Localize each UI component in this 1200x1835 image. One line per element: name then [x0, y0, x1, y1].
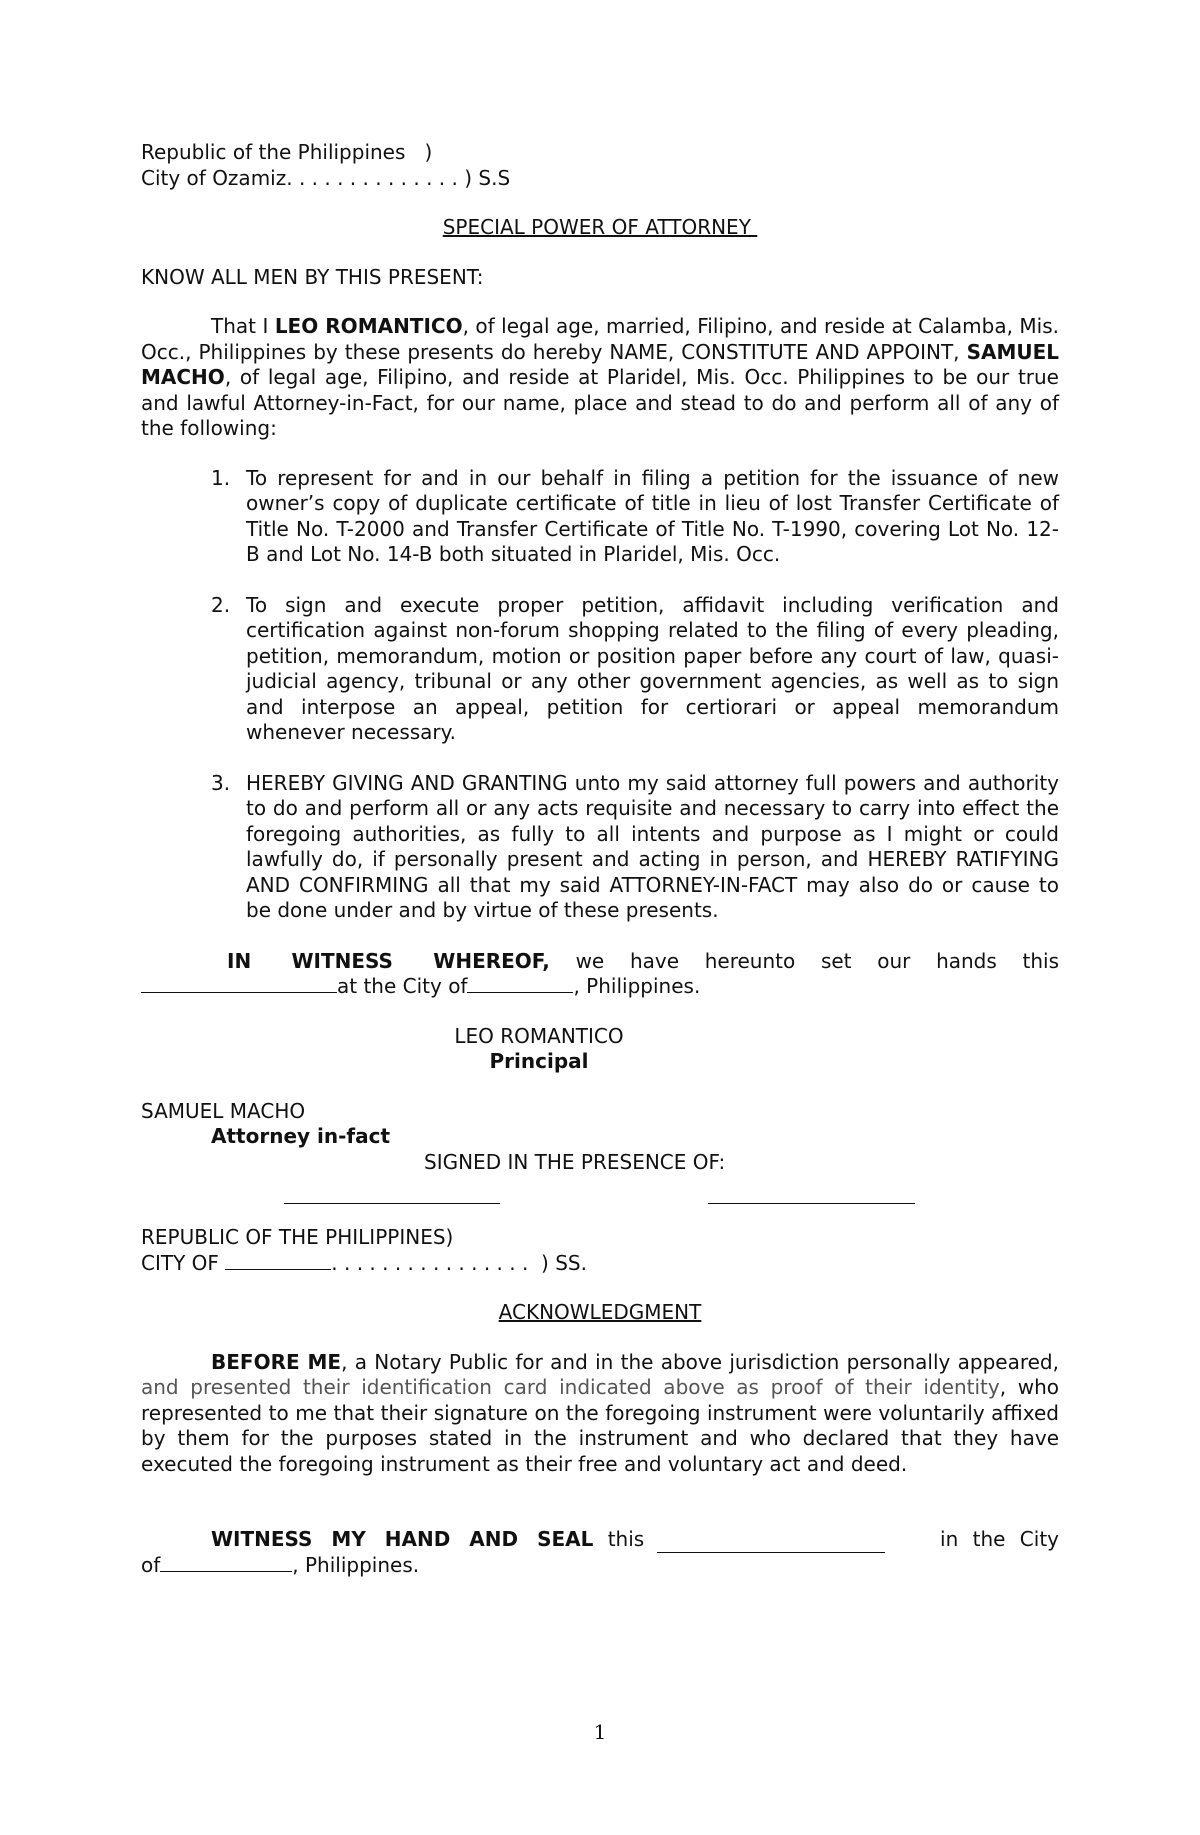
attorney-signature-name: SAMUEL MACHO — [141, 1098, 306, 1123]
know-all-line: KNOW ALL MEN BY THIS PRESENT: — [141, 264, 484, 289]
page-number: 1 — [593, 1720, 607, 1744]
venue-line-1: Republic of the Philippines ) — [141, 140, 433, 164]
list-item-text: HEREBY GIVING AND GRANTING unto my said attorney full powers and authority to do and perform all or any acts requisite and necessary to carry into effect the foregoing authorities, as fully to all intents and purpose as I might or could lawfully do, if personally present and acting in person, and HEREBY RATIFYING AND CONFIRMING all that my said ATTORNEY-IN-FACT may also do or cause to be done under and by virtue of these presents. — [246, 770, 1059, 922]
witness-philippines: , Philippines. — [573, 974, 701, 998]
intro-text-b: , of legal age, married, Filipino, and reside at Calamba, Mis. Occ., Philippines by these presents do hereby NAME, CONSTITUTE AND APPOINT, — [141, 314, 1059, 364]
venue2-ss: . . . . . . . . . . . . . . . . ) SS. — [331, 1250, 587, 1275]
list-item — [141, 771, 1059, 924]
witness-signature-lines — [141, 1175, 1059, 1211]
attorney-signature-role: Attorney in-fact — [211, 1124, 391, 1148]
list-item-number: 2. — [211, 592, 231, 617]
venue-line-2: City of Ozamiz. . . . . . . . . . . . . . ) S.S — [141, 165, 511, 190]
list-item-number: 1. — [211, 465, 231, 490]
intro-paragraph — [141, 314, 1059, 442]
attorney-name: SAMUEL MACHO — [141, 339, 1059, 389]
witness-signature-line-2[interactable] — [708, 1203, 915, 1204]
seal-date-blank[interactable] — [657, 1534, 885, 1553]
list-item — [141, 466, 1059, 568]
principal-name: LEO ROMANTICO — [274, 314, 463, 338]
ack-text-b: , who represented to me that their signature on the foregoing instrument were voluntarily affixed by them for the purposes stated in the instrument and who declared that they have executed the foregoing instrument as their free and voluntary act and deed. — [141, 1375, 1060, 1476]
ack-text-grey: and presented their identification card indicated above as proof of their identity — [141, 1375, 1000, 1399]
ack-text-a: , a Notary Public for and in the above jurisdiction personally appeared, — [341, 1349, 1059, 1374]
venue2-line-1: REPUBLIC OF THE PHILIPPINES) — [141, 1225, 454, 1249]
venue2-city-blank[interactable] — [225, 1251, 331, 1270]
seal-of: of — [141, 1552, 161, 1577]
seal-bold: WITNESS MY HAND AND SEAL — [211, 1527, 594, 1551]
witness-line-2 — [141, 974, 1059, 1000]
seal-philippines: , Philippines. — [292, 1552, 420, 1577]
venue2-city-label: CITY OF — [141, 1250, 226, 1275]
document-title: SPECIAL POWER OF ATTORNEY — [442, 215, 758, 239]
seal-line-1 — [141, 1527, 1059, 1553]
acknowledgment-paragraph — [141, 1350, 1059, 1478]
list-item-text: To sign and execute proper petition, affidavit including verification and certification against non-forum shopping related to the filing of every pleading, petition, memorandum, motion or position paper before any court of law, quasi-judicial agency, tribunal or any other government agencies, as well as to sign and interpose an appeal, petition for certiorari or appeal memorandum whenever necessary. — [246, 592, 1059, 744]
list-item-number: 3. — [211, 770, 231, 795]
witness-city-label: at the City of — [337, 974, 468, 998]
list-item — [141, 593, 1059, 746]
principal-signature-name: LEO ROMANTICO — [454, 1023, 624, 1048]
intro-text-a: That I — [211, 314, 275, 338]
list-item-text: To represent for and in our behalf in filing a petition for the issuance of new owner’s copy of duplicate certificate of title in lieu of lost Transfer Certificate of Title No. T-2000 and Transfer Certificate of Title No. T-1990, covering Lot No. 12-B and Lot No. 14-B both situated in Plaridel, Mis. Occ. — [246, 465, 1059, 566]
seal-city-blank[interactable] — [160, 1553, 292, 1572]
date-blank[interactable] — [141, 974, 337, 993]
witness-bold: IN WITNESS WHEREOF, — [227, 948, 550, 973]
principal-signature-role: Principal — [489, 1049, 589, 1073]
document-body — [141, 140, 1059, 1578]
intro-text-c: , of legal age, Filipino, and reside at Plaridel, Mis. Occ. Philippines to be our true and lawful Attorney-in-Fact, for our name, place and stead to do and perform all of any of the following: — [141, 365, 1059, 440]
witness-text: we have hereunto set our hands this — [549, 948, 1060, 973]
acknowledgment-title: ACKNOWLEDGMENT — [498, 1300, 702, 1324]
seal-line-2 — [141, 1553, 1059, 1579]
seal-city: in the City — [925, 1527, 1059, 1551]
witness-paragraph — [141, 949, 1059, 975]
city-blank[interactable] — [467, 974, 573, 993]
seal-this: this — [601, 1527, 651, 1551]
powers-list — [141, 466, 1059, 924]
presence-label: SIGNED IN THE PRESENCE OF: — [424, 1149, 726, 1174]
ack-bold: BEFORE ME — [211, 1349, 342, 1374]
witness-signature-line-1[interactable] — [284, 1203, 500, 1204]
venue2-line-2 — [141, 1251, 1059, 1277]
